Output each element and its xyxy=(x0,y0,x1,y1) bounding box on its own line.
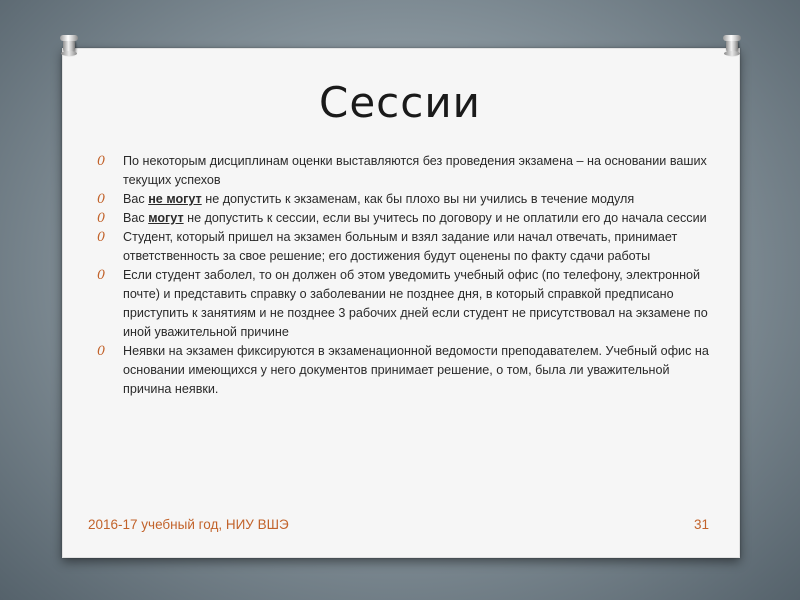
bullet-emphasis: могут xyxy=(148,211,184,225)
bullet-marker-icon: 0 xyxy=(97,192,106,207)
bullet-item xyxy=(94,152,714,190)
bullet-text: не допустить к экзаменам, как бы плохо вы ни учились в течение модуля xyxy=(201,192,635,206)
bullet-marker-icon: 0 xyxy=(97,268,106,283)
bullet-item xyxy=(94,228,714,266)
footer-label: 2016-17 учебный год, НИУ ВШЭ xyxy=(88,517,289,532)
bullet-item xyxy=(94,190,714,209)
page-number: 31 xyxy=(694,517,710,532)
bullet-text: не допустить к сессии, если вы учитесь по договору и не оплатили его до начала сессии xyxy=(183,211,707,225)
bullet-text: По некоторым дисциплинам оценки выставляются без проведения экзамена – на основании ваших текущих успехов xyxy=(123,154,707,187)
bullet-text: Если студент заболел, то он должен об этом уведомить учебный офис (по телефону, электронной почте) и представить справку о заболевании не позднее дня, в который справкой предписано приступить к занятиям и не позднее 3 рабочих дней если студент не присутствовал на экзамене по иной уважительной причине xyxy=(123,268,708,339)
bullet-marker-icon: 0 xyxy=(97,211,106,226)
bullet-list xyxy=(94,152,714,399)
bullet-text: Неявки на экзамен фиксируются в экзаменационной ведомости преподавателем. Учебный офис на основании имеющихся у него документов принимает решение, о том, была ли уважительной причина неявки. xyxy=(123,344,709,396)
pushpin-icon xyxy=(63,39,75,53)
bullet-text: Студент, который пришел на экзамен больным и взял задание или начал отвечать, принимает ответственность за свое решение; его достижения будут оценены по факту сдачи работы xyxy=(123,230,678,263)
bullet-item xyxy=(94,209,714,228)
slide-title: Сессии xyxy=(319,78,481,127)
bullet-item xyxy=(94,266,714,342)
bullet-marker-icon: 0 xyxy=(97,344,106,359)
bullet-emphasis: не могут xyxy=(148,192,202,206)
bullet-text: Вас xyxy=(123,192,149,206)
bullet-text: Вас xyxy=(123,211,149,225)
pushpin-icon xyxy=(726,39,738,53)
bullet-marker-icon: 0 xyxy=(97,230,106,245)
bullet-item xyxy=(94,342,714,399)
bullet-marker-icon: 0 xyxy=(97,154,106,169)
